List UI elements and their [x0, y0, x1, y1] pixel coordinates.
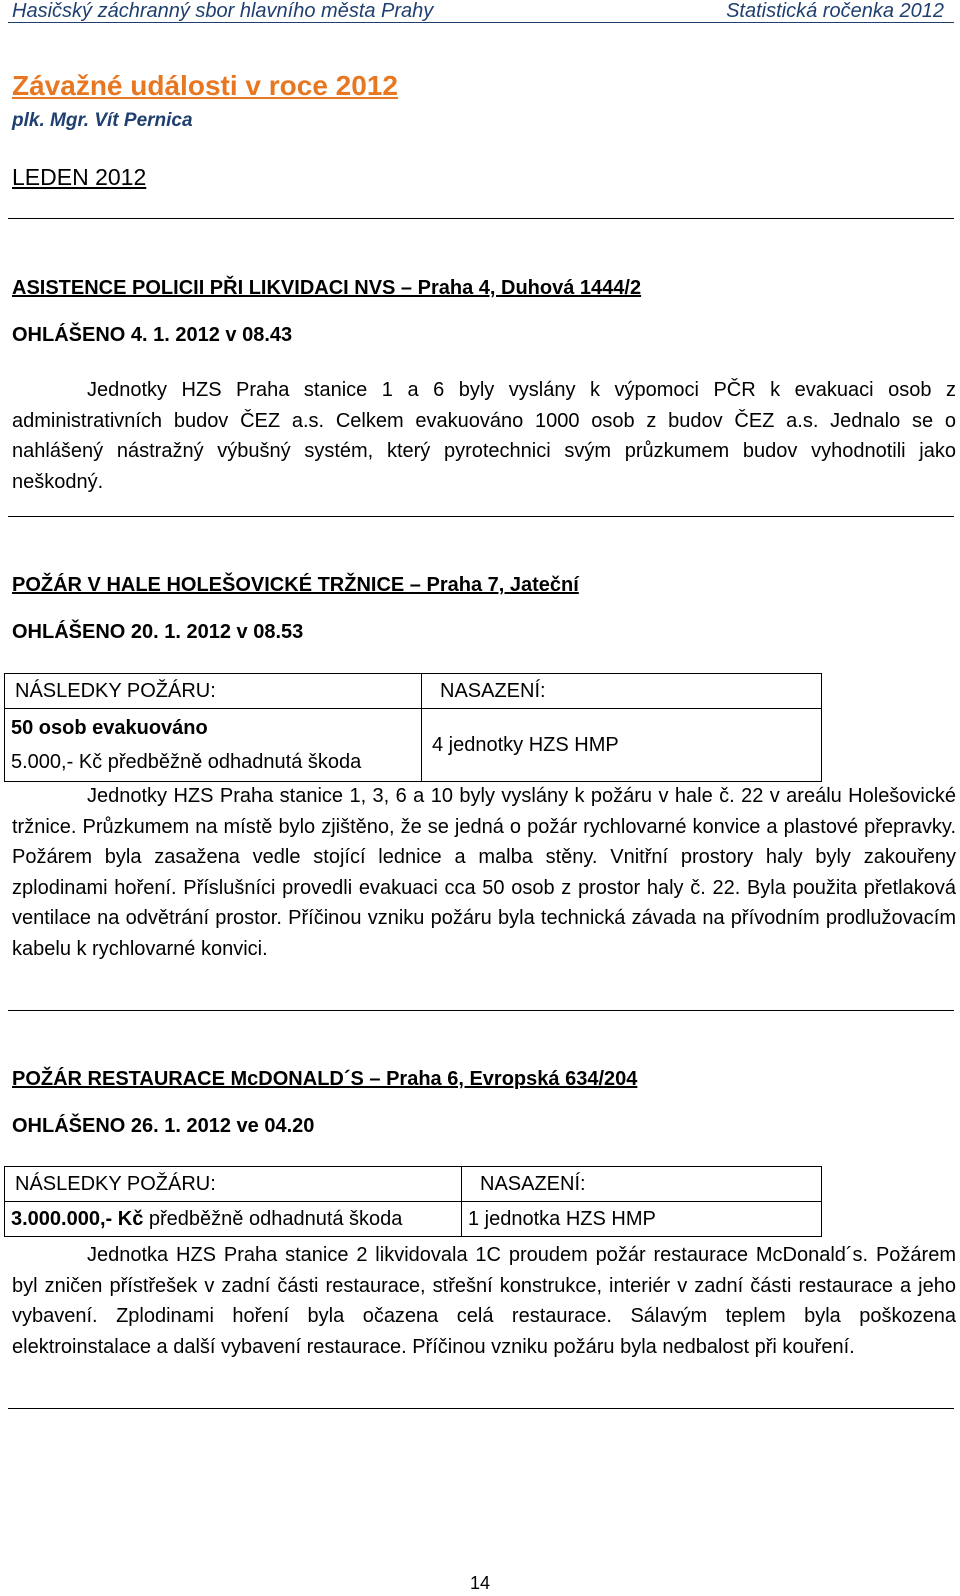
month-heading: LEDEN 2012 [12, 164, 147, 190]
deployment-header: NASAZENÍ: [462, 1167, 822, 1202]
event-1-text: Jednotky HZS Praha stanice 1 a 6 byly vyslány k výpomoci PČR k evakuaci osob z administrativních budov ČEZ a.s. Celkem evakuováno 1000 osob z budov ČEZ a.s. Jednalo se o nahlášený nástražný výbušný systém, který pyrotechnici svým průzkumem budov vyhodnotili jako neškodný. [12, 379, 956, 493]
divider [8, 1408, 954, 1409]
divider [8, 218, 954, 219]
event-1-reported: OHLÁŠENO 4. 1. 2012 v 08.43 [12, 324, 293, 346]
event-2-text: Jednotky HZS Praha stanice 1, 3, 6 a 10 byly vyslány k požáru v hale č. 22 v areálu Holešovické tržnice. Průzkumem na místě bylo zjištěno, že se jedná o požár rychlovarné konvice a plastové přepravky. Požárem byla zasažena vedle stojící lednice a malba stěny. Vnitřní prostory haly byly zakouřeny zplodinami hoření. Příslušníci provedli evakuaci cca 50 osob z prostor haly č. 22. Byla použita přetlaková ventilace na odvětrání prostor. Příčinou vzniku požáru byla technická závada na přívodním prodlužovacím kabelu k rychlovarné konvici. [12, 785, 956, 960]
event-1-title: ASISTENCE POLICII PŘI LIKVIDACI NVS – Praha 4, Duhová 1444/2 [12, 277, 642, 299]
consequence-damage: 5.000,- Kč předběžně odhadnutá škoda [11, 751, 362, 773]
event-2-title: POŽÁR V HALE HOLEŠOVICKÉ TRŽNICE – Praha 7, Jateční [12, 574, 579, 596]
event-3-text: Jednotka HZS Praha stanice 2 likvidovala 1C proudem požár restaurace McDonald´s. Požárem byl zničen přístřešek v zadní části restaurace, střešní konstrukce, interiér v zadní části restaurace a jeho vybavení. Zplodinami hoření byla očazena celá restaurace. Sálavým teplem byla poškozena elektroinstalace a další vybavení restaurace. Příčinou vzniku požáru byla nedbalost při kouření. [12, 1244, 956, 1358]
deployment-value: 1 jednotka HZS HMP [462, 1202, 822, 1237]
damage-text: předběžně odhadnutá škoda [143, 1207, 403, 1230]
header-left: Hasičský záchranný sbor hlavního města Prahy [12, 0, 434, 22]
deployment-value: 4 jednotky HZS HMP [422, 709, 822, 782]
header-right: Statistická ročenka 2012 [726, 0, 944, 22]
consequences-header: NÁSLEDKY POŽÁRU: [5, 1167, 462, 1202]
event-2-reported: OHLÁŠENO 20. 1. 2012 v 08.53 [12, 621, 304, 643]
page-title: Závažné události v roce 2012 [12, 70, 398, 101]
page-number: 14 [469, 1573, 491, 1593]
divider [8, 516, 954, 517]
event-2-table [4, 673, 822, 782]
deployment-header: NASAZENÍ: [422, 674, 822, 709]
consequences-header: NÁSLEDKY POŽÁRU: [5, 674, 422, 709]
event-3-reported: OHLÁŠENO 26. 1. 2012 ve 04.20 [12, 1115, 315, 1137]
header-divider [8, 22, 954, 23]
divider [8, 1010, 954, 1011]
event-3-title: POŽÁR RESTAURACE McDONALD´S – Praha 6, Evropská 634/204 [12, 1068, 638, 1090]
author: plk. Mgr. Vít Pernica [12, 110, 193, 131]
damage-amount: 3.000.000,- Kč [11, 1207, 144, 1230]
consequence-evacuated: 50 osob evakuováno [11, 717, 208, 739]
event-3-table [4, 1166, 822, 1237]
